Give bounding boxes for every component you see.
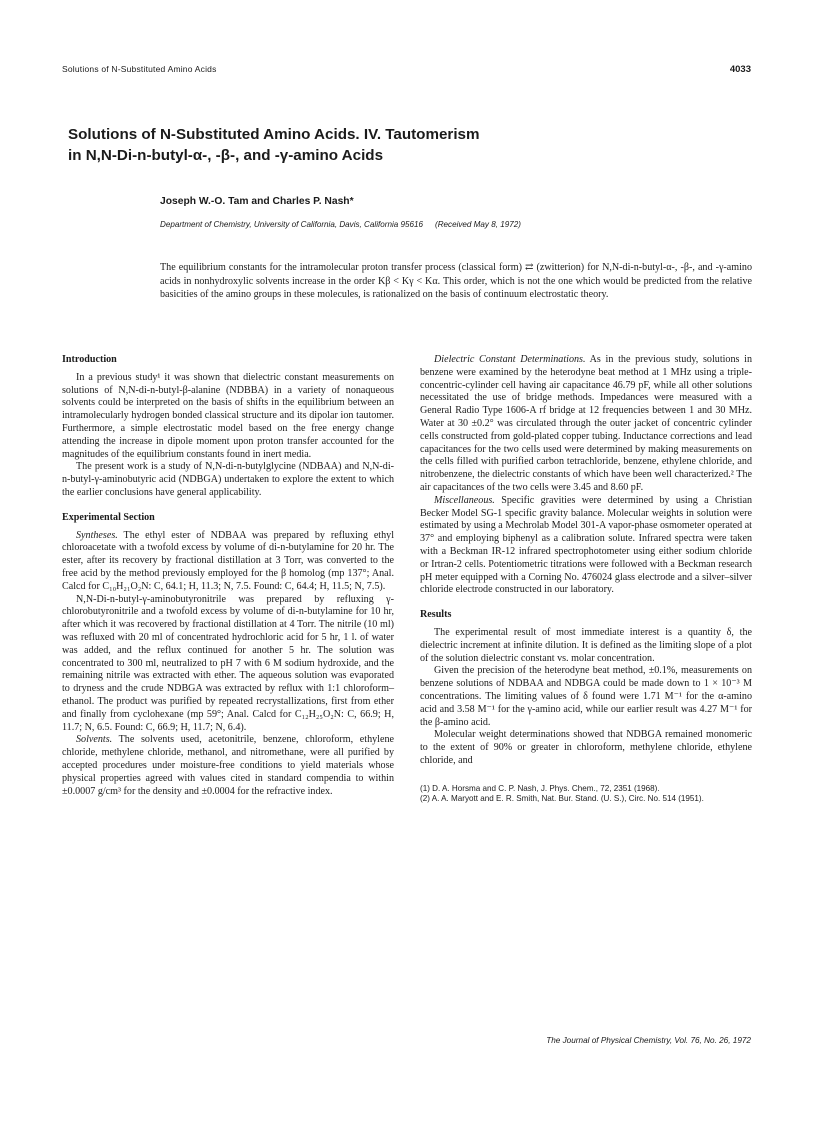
- misc-label: Miscellaneous.: [434, 494, 495, 506]
- results-paragraph-2: Given the precision of the heterodyne beat method, ±0.1%, measurements on benzene solutions of NDBAA and NDBGA could be made down to 1 × 10⁻³ M concentrations. The limiting values of δ found were 1.71 M⁻¹ for the α-amino acid and 3.58 M⁻¹ for the γ-amino acid, while our earlier result was 4.27 M⁻¹ for the β-amino acid.: [420, 665, 752, 728]
- syntheses-label: Syntheses.: [76, 529, 118, 541]
- intro-paragraph-2: The present work is a study of N,N-di-n-butylglycine (NDBAA) and N,N-di-n-butyl-γ-aminobutyric acid (NDBGA) undertaken to explore the extent to which the earlier conclusions have general applicability.: [62, 461, 394, 498]
- syntheses-text: The ethyl ester of NDBAA was prepared by refluxing ethyl chloroacetate with a twofold excess by volume of di-n-butylamine for 20 hr. The ester, after its recovery by fractional distillation at 3 Torr, was converted to the free acid by the method previously employed for the β homolog (mp 137°; Anal. Calcd for C₁₀H₂₁O₂N: C, 64.1; H, 11.3; N, 7.5. Found: C, 64.4; H, 11.5; N, 7.5).: [62, 529, 394, 592]
- dielectric-label: Dielectric Constant Determinations.: [434, 354, 586, 365]
- title-line-1: Solutions of N-Substituted Amino Acids. IV. Tautomerism: [68, 126, 480, 143]
- running-title: Solutions of N-Substituted Amino Acids: [62, 64, 217, 74]
- results-heading: Results: [420, 609, 452, 621]
- misc-text: Specific gravities were determined by using a Christian Becker Model SG-1 specific gravity balance. Molecular weights in solution were estimated by using a Mechrolab Model 301-A vapor-phase osmometer operated at 37° and employing biphenyl as a calibration solute. Infrared spectra were taken with a Beckman IR-12 infrared spectrophotometer using either sodium chloride or Irtran-2 cells. Potentiometric titrations were followed with a Beckman research pH meter equipped with a Corning No. 476024 glass electrode and a silver–silver chloride electrode constructed in our laboratory.: [420, 494, 752, 596]
- authors: Joseph W.-O. Tam and Charles P. Nash*: [160, 196, 354, 207]
- title-line-2: in N,N-Di-n-butyl-α-, -β-, and -γ-amino Acids: [68, 147, 384, 164]
- footnote-1: (1) D. A. Horsma and C. P. Nash, J. Phys. Chem., 72, 2351 (1968).: [420, 783, 660, 793]
- solvents-label: Solvents.: [76, 734, 113, 746]
- nitrile-paragraph: N,N-Di-n-butyl-γ-aminobutyronitrile was prepared by refluxing γ-chlorobutyronitrile and a twofold excess by volume of di-n-butylamine for 10 hr, after which it was recovered by fractional distillation at 4 Torr. The nitrile (10 ml) was refluxed with 20 ml of concentrated hydrochloric acid for 5 hr, 1 l. of water was added, and the reflux continued for another 5 hr. The solution was concentrated to 300 ml, neutralized to pH 7 with 6 M sodium hydroxide, and the remaining nitrile was extracted with ether. The aqueous solution was evaporated to dryness and the crude NDBGA was extracted by reflux with 1:1 chloroform–ethanol. The product was purified by repeated recrystallizations, first from ether and finally from cyclohexane (mp 59°; Anal. Calcd for C₁₂H₂₅O₂N: C, 66.9; H, 11.7; N, 6.5. Found: C, 66.9; H, 11.7; N, 6.4).: [62, 593, 394, 733]
- solvents-paragraph: [62, 734, 394, 798]
- misc-paragraph: [420, 495, 752, 597]
- introduction-heading: Introduction: [62, 354, 117, 365]
- received-date: (Received May 8, 1972): [435, 220, 521, 229]
- dielectric-text: As in the previous study, solutions in benzene were examined by the heterodyne beat method at 1 MHz using a triple-concentric-cylinder cell having air capacitance 46.79 pF, while all other solutions necessitated the use of bridge methods. Impedances were measured with a General Radio Type 1606-A rf bridge at 12 frequencies between 1 and 30 MHz. Water at 30 ±0.2° was circulated through the outer jacket of concentric cylinder cells constructed from gold-plated copper tubing. Inductance corrections and lead capacitances for the two cells used were determined by making measurements on the cells filled with purified carbon tetrachloride, benzene, ethylene chloride, and nitrobenzene, the dielectric constants of which have been well characterized.² The air capacitances of the two cells were 3.45 and 8.60 pF.: [420, 354, 752, 493]
- affiliation: Department of Chemistry, University of California, Davis, California 95616: [160, 220, 423, 229]
- syntheses-paragraph: [62, 530, 394, 594]
- footnote-2: (2) A. A. Maryott and E. R. Smith, Nat. Bur. Stand. (U. S.), Circ. No. 514 (1951).: [420, 794, 704, 804]
- left-column: [62, 354, 394, 798]
- solvents-text: The solvents used, acetonitrile, benzene, chloroform, ethylene chloride, methylene chloride, methanol, and nitromethane, were all purified by accepted procedures under moisture-free conditions to yield materials whose physical properties agreed with values cited in standard compendia to within ±0.0007 g/cm³ for the density and ±0.0004 for the refractive index.: [62, 734, 394, 797]
- article-title: [68, 124, 708, 166]
- right-column: [420, 354, 752, 805]
- page-number: 4033: [729, 64, 751, 75]
- affiliation-line: [160, 220, 521, 229]
- journal-footer: The Journal of Physical Chemistry, Vol. 76, No. 26, 1972: [546, 1036, 751, 1045]
- footnotes: [420, 784, 752, 805]
- intro-paragraph-1: In a previous study¹ it was shown that dielectric constant measurements on solutions of N,N-di-n-butyl-β-alanine (NDBBA) in a variety of nonaqueous solvents could be interpreted on the basis of shifts in the equilibrium between an intramolecularly hydrogen bonded classical structure and its dipolar ion tautomer. Furthermore, a simple electrostatic model based on the free energy change attending the increase in dipole moment upon proton transfer accounted for the magnitudes of the equilibrium constants found in inert media.: [62, 371, 394, 460]
- dielectric-paragraph: [420, 354, 752, 495]
- experimental-heading: Experimental Section: [62, 511, 155, 523]
- results-paragraph-3: Molecular weight determinations showed that NDBGA remained monomeric to the extent of 90% or greater in chloroform, methylene chloride, ethylene chloride, and: [420, 729, 752, 766]
- results-paragraph-1: The experimental result of most immediate interest is a quantity δ, the dielectric increment at infinite dilution. It is defined as the limiting slope of a plot of the solution dielectric constant vs. molar concentration.: [420, 626, 752, 664]
- abstract: The equilibrium constants for the intramolecular proton transfer process (classical form) ⇄ (zwitterion) for N,N-di-n-butyl-α-, -β-, and -γ-amino acids in nonhydroxylic solvents increase in the order Kβ < Kγ < Kα. This order, which is not the one which would be predicted from the relative basicities of the amino groups in these molecules, is rationalized on the basis of continuum electrostatic theory.: [160, 262, 752, 300]
